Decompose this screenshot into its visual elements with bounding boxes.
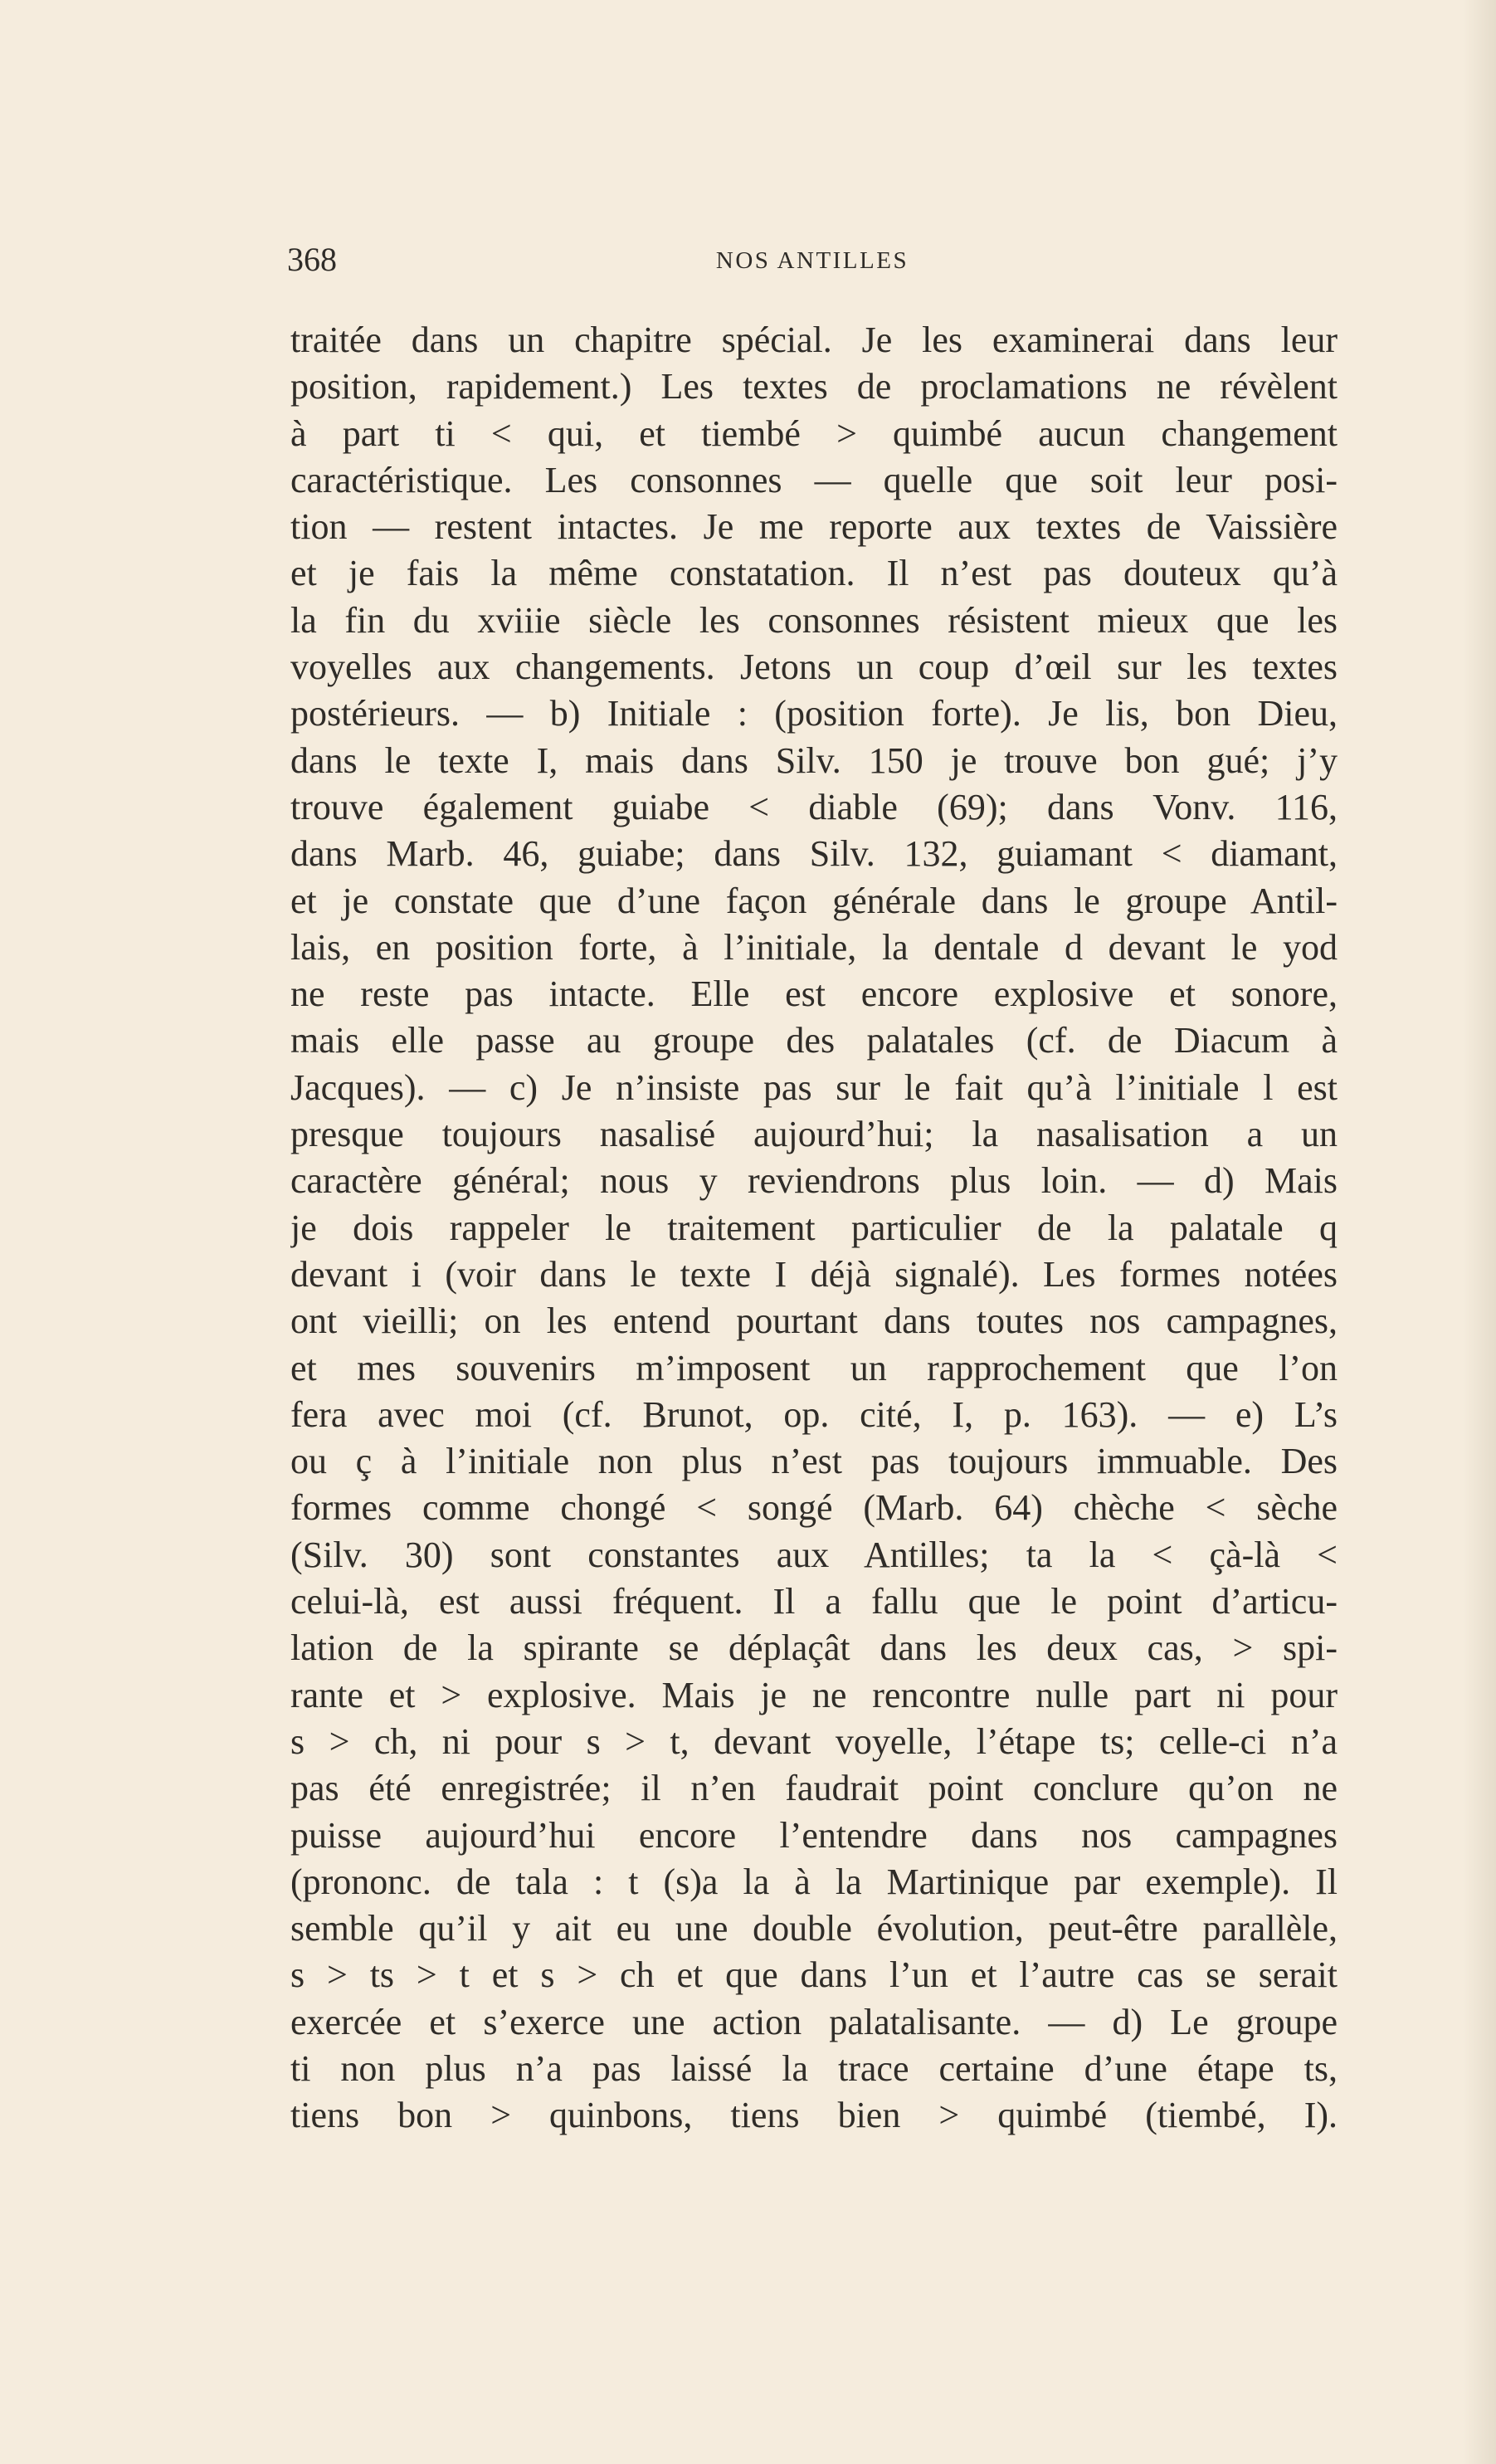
text-line: (prononc. de tala : t (s)a la à la Martinique par exemple). Il [290,1861,1338,1902]
text-line: rante et > explosive. Mais je ne rencontre nulle part ni pour [290,1674,1338,1715]
text-line: dans le texte I, mais dans Silv. 150 je trouve bon gué; j’y [290,739,1338,781]
text-line: presque toujours nasalisé aujourd’hui; la nasalisation a un [290,1114,1338,1155]
running-head: NOS ANTILLES [715,247,909,274]
text-line: ne reste pas intacte. Elle est encore explosive et sonore, [290,973,1338,1015]
page-edge-shadow [1463,0,1496,2464]
text-line: trouve également guiabe < diable (69); dans Vonv. 116, [290,786,1338,827]
text-line: tiens bon > quinbons, tiens bien > quimbé (tiembé, I). [290,2095,1338,2136]
text-line: à part ti < qui, et tiembé > quimbé aucun changement [290,412,1338,454]
text-line: s > ts > t et s > ch et que dans l’un et l’autre cas se serait [290,1954,1338,1996]
text-line: (Silv. 30) sont constantes aux Antilles; ta la < çà-là < [290,1534,1338,1575]
text-line: fera avec moi (cf. Brunot, op. cité, I, p. 163). — e) L’s [290,1393,1338,1435]
text-line: la fin du xviiie siècle les consonnes résistent mieux que les [290,599,1338,641]
text-line: dans Marb. 46, guiabe; dans Silv. 132, guiamant < diamant, [290,833,1338,875]
text-line: et je constate que d’une façon générale dans le groupe Antil- [290,880,1338,921]
text-line: celui-là, est aussi fréquent. Il a fallu que le point d’articu- [290,1581,1338,1622]
text-line: voyelles aux changements. Jetons un coup d’œil sur les textes [290,646,1338,688]
text-line: postérieurs. — b) Initiale : (position forte). Je lis, bon Dieu, [290,693,1338,734]
text-line: mais elle passe au groupe des palatales (cf. de Diacum à [290,1020,1338,1061]
text-line: position, rapidement.) Les textes de proclamations ne révèlent [290,366,1338,407]
text-line: exercée et s’exerce une action palatalisante. — d) Le groupe [290,2001,1338,2042]
text-line: je dois rappeler le traitement particulier de la palatale q [290,1207,1338,1248]
page-number: 368 [287,241,337,278]
text-line: tion — restent intactes. Je me reporte aux textes de Vaissière [290,506,1338,548]
text-line: et mes souvenirs m’imposent un rapprochement que l’on [290,1347,1338,1388]
text-line: Jacques). — c) Je n’insiste pas sur le fait qu’à l’initiale l est [290,1066,1338,1108]
text-line: pas été enregistrée; il n’en faudrait point conclure qu’on ne [290,1768,1338,1809]
text-line: caractéristique. Les consonnes — quelle que soit leur posi- [290,459,1338,500]
text-line: lais, en position forte, à l’initiale, la dentale d devant le yod [290,926,1338,968]
text-line: semble qu’il y ait eu une double évolution, peut-être parallèle, [290,1908,1338,1949]
text-line: ont vieilli; on les entend pourtant dans toutes nos campagnes, [290,1300,1338,1342]
text-line: ti non plus n’a pas laissé la trace certaine d’une étape ts, [290,2047,1338,2089]
text-line: devant i (voir dans le texte I déjà signalé). Les formes notées [290,1253,1338,1295]
body-text [290,317,1338,2140]
text-line: ou ç à l’initiale non plus n’est pas toujours immuable. Des [290,1441,1338,1482]
text-line: lation de la spirante se déplaçât dans les deux cas, > spi- [290,1627,1338,1669]
text-line: et je fais la même constatation. Il n’est pas douteux qu’à [290,553,1338,594]
text-line: traitée dans un chapitre spécial. Je les examinerai dans leur [290,320,1338,360]
text-line: formes comme chongé < songé (Marb. 64) chèche < sèche [290,1487,1338,1529]
text-line: puisse aujourd’hui encore l’entendre dans nos campagnes [290,1814,1338,1856]
text-line: s > ch, ni pour s > t, devant voyelle, l’étape ts; celle-ci n’a [290,1720,1338,1762]
text-line: caractère général; nous y reviendrons plus loin. — d) Mais [290,1160,1338,1202]
page-header [287,239,1338,281]
